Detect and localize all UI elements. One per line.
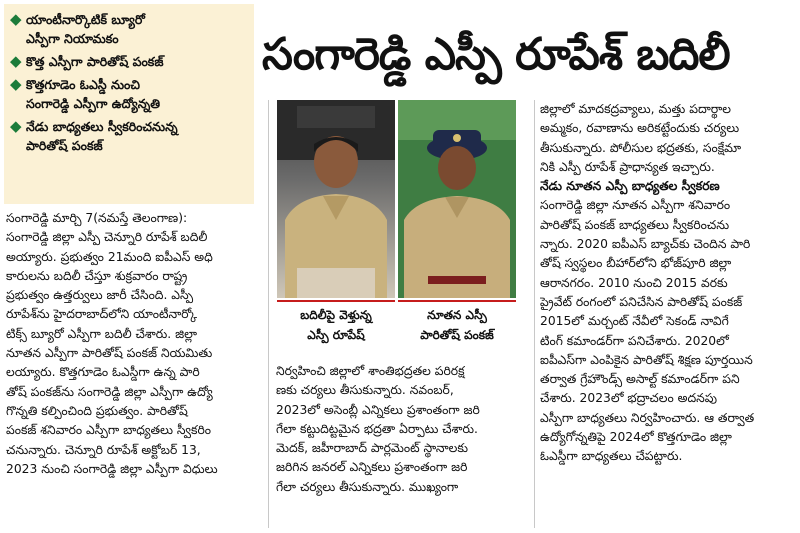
highlight-item bbox=[10, 10, 248, 48]
article-column-left bbox=[6, 209, 262, 479]
highlight-line: యాంటీనార్కొటిక్ బ్యూరో bbox=[26, 12, 145, 27]
bullet-diamond-icon: ◆ bbox=[10, 52, 22, 70]
photo-caption bbox=[398, 300, 516, 350]
article-line: తీసుకున్నారు. పోలీసుల భద్రతకు, సంక్షేమా bbox=[540, 140, 742, 155]
article-line: అమ్మకం, రవాణాను అరికట్టేందుకు చర్యలు bbox=[540, 121, 740, 136]
article-line: లయ్యారు. కొత్తగూడెం ఓఎస్డీగా ఉన్న పారి bbox=[6, 365, 200, 380]
highlight-item bbox=[10, 117, 248, 155]
article-line: నూతన ఎస్పీగా పారితోష్ పంకజ్ నియమితు bbox=[6, 346, 213, 361]
photo-outgoing-sp bbox=[277, 100, 395, 298]
article-line: ఉద్యోగోన్నతిపై 2024లో కొత్తగూడెం జిల్లా bbox=[540, 430, 732, 445]
highlight-item bbox=[10, 52, 248, 71]
article-column-right bbox=[540, 100, 796, 467]
column-divider bbox=[534, 100, 535, 528]
highlight-line: నేడు బాధ్యతలు స్వీకరించనున్న bbox=[26, 119, 178, 134]
article-line: చనున్నారు. చెన్నూరి రూపేశ్ అక్టోబర్ 13, bbox=[6, 442, 201, 457]
article-line: మెదక్, జహీరాబాద్ పార్లమెంట్ స్థానాలకు bbox=[276, 441, 468, 456]
article-line: గేలా కట్టుదిట్టమైన భద్రతా ఏర్పాటు చేశారు. bbox=[276, 421, 478, 436]
article-line: ఎస్పీగా బాధ్యతలు నిర్వహించారు. ఆ తర్వాత bbox=[540, 410, 755, 425]
article-line: 2023 నుంచి సంగారెడ్డి జిల్లా ఎస్పీగా విధులు bbox=[6, 461, 218, 476]
article-line: పారితోష్ పంకజ్ బాధ్యతలు స్వీకరించను bbox=[540, 217, 730, 232]
highlights-box bbox=[4, 4, 254, 204]
article-line: అయ్యారు. ప్రభుత్వం 21మంది ఐపీఎస్ అధి bbox=[6, 249, 213, 264]
article-line: టింగ్ కమాండర్‌గా పనిచేశారు. 2020లో bbox=[540, 333, 729, 348]
highlight-line: కొత్తగూడెం ఓఎస్డీ నుంచి bbox=[26, 77, 140, 92]
article-line: తోష్ పంకజ్‌ను సంగారెడ్డి జిల్లా ఎస్పీగా ఉద్యో bbox=[6, 384, 213, 399]
article-line: రూపేశ్‌ను హైదరాబాద్‌లోని యాంటీనార్కో bbox=[6, 307, 198, 322]
highlight-line: కొత్త ఎస్పీగా పారితోష్ పంకజ్ bbox=[26, 54, 164, 69]
article-line: జరిగిన జనరల్ ఎన్నికలు ప్రశాంతంగా జరి bbox=[276, 460, 468, 475]
article-line: పంకజ్ శనివారం ఎస్పీగా బాధ్యతలు స్వీకరిం bbox=[6, 423, 212, 438]
article-line: నికి ఎస్పీ రూపేశ్ ప్రాధాన్యత ఇచ్చారు. bbox=[540, 159, 715, 174]
photo-new-sp bbox=[398, 100, 516, 298]
article-line: 2023లో అసెంబ్లీ ఎన్నికలు ప్రశాంతంగా జరి bbox=[276, 402, 480, 417]
article-line: 2015లో మర్చంట్ నేవీలో సెకండ్ నావిగే bbox=[540, 314, 729, 329]
caption-line: బదిలీపై వెళ్తున్న bbox=[300, 308, 372, 322]
article-line: సంగారెడ్డి జిల్లా ఎస్పీ చెన్నూరి రూపేశ్ బదిలీ bbox=[6, 230, 208, 245]
caption-line: ఎస్పీ రూపేష్ bbox=[307, 328, 365, 342]
headline: సంగారెడ్డి ఎస్పీ రూపేశ్ బదిలీ bbox=[262, 29, 730, 80]
article-line: సంగారెడ్డి మార్చి 7(నమస్తే తెలంగాణ): bbox=[6, 211, 188, 225]
article-line: చేశారు. 2023లో భద్రాచలం అదనపు bbox=[540, 391, 718, 406]
caption-line: పారితోష్ పంకజ్ bbox=[420, 328, 494, 342]
article-line: టిక్స్ బ్యూరో ఎస్పీగా బదిలీ చేశారు. జిల్లా bbox=[6, 326, 197, 341]
caption-line: నూతన ఎస్పీ bbox=[427, 308, 487, 322]
highlight-line: సంగారెడ్డి ఎస్పీగా ఉద్యోన్నతి bbox=[26, 96, 160, 111]
highlight-item bbox=[10, 75, 248, 113]
article-line: గేలా చర్యలు తీసుకున్నారు. ముఖ్యంగా bbox=[276, 479, 459, 494]
article-line: ణకు చర్యలు తీసుకున్నారు. నవంబర్, bbox=[276, 383, 454, 398]
officer-portrait-icon bbox=[277, 100, 395, 298]
article-line: ఆరానగరం. 2010 నుంచి 2015 వరకు bbox=[540, 275, 728, 290]
bullet-diamond-icon: ◆ bbox=[10, 117, 22, 135]
highlight-line: పారితోష్ పంకజ్ bbox=[26, 138, 103, 153]
article-line: ఐపీఎస్‌గా ఎంపికైన పారితోష్ శిక్షణ పూర్తయిన bbox=[540, 352, 753, 367]
photo-caption bbox=[277, 300, 395, 350]
highlight-line: ఎస్పీగా నియామకం bbox=[26, 31, 119, 46]
article-line: ప్రభుత్వం ఉత్తర్వులు జారీ చేసింది. ఎస్పీ bbox=[6, 288, 194, 303]
article-line: జిల్లాలో మాదకద్రవ్యాలు, మత్తు పదార్థాల bbox=[540, 102, 731, 116]
article-line: కారులను బదిలీ చేస్తూ శుక్రవారం రాష్ట్ర bbox=[6, 268, 188, 283]
officer-portrait-icon bbox=[398, 100, 516, 298]
article-line: ప్రైవేట్ రంగంలో పనిచేసిన పారితోష్ పంకజ్ bbox=[540, 294, 743, 309]
article-line: గొన్నతి కల్పించింది ప్రభుత్వం. పారితోష్ bbox=[6, 403, 188, 418]
article-subheading: నేడు నూతన ఎస్పీ బాధ్యతల స్వీకరణ bbox=[540, 179, 720, 194]
bullet-diamond-icon: ◆ bbox=[10, 75, 22, 93]
column-divider bbox=[268, 100, 269, 528]
article-line: తోష్ స్వస్థలం బీహార్‌లోని భోజ్‌పూరి జిల్లా bbox=[540, 256, 732, 271]
article-line: ఓఎస్డీగా బాధ్యతలు చేపట్టారు. bbox=[540, 449, 683, 464]
article-column-middle bbox=[276, 362, 532, 497]
article-line: నిర్వహించి జిల్లాలో శాంతిభద్రతల పరిరక్ష bbox=[276, 364, 465, 378]
article-line: సంగారెడ్డి జిల్లా నూతన ఎస్పీగా శనివారం bbox=[540, 198, 731, 213]
bullet-diamond-icon: ◆ bbox=[10, 10, 22, 28]
article-line: న్నారు. 2020 ఐపీఎస్ బ్యాచ్‌కు చెందిన పారి bbox=[540, 237, 751, 252]
article-line: తర్వాత గ్రేహౌండ్స్ అసాల్ట్ కమాండర్‌గా పని bbox=[540, 372, 740, 387]
